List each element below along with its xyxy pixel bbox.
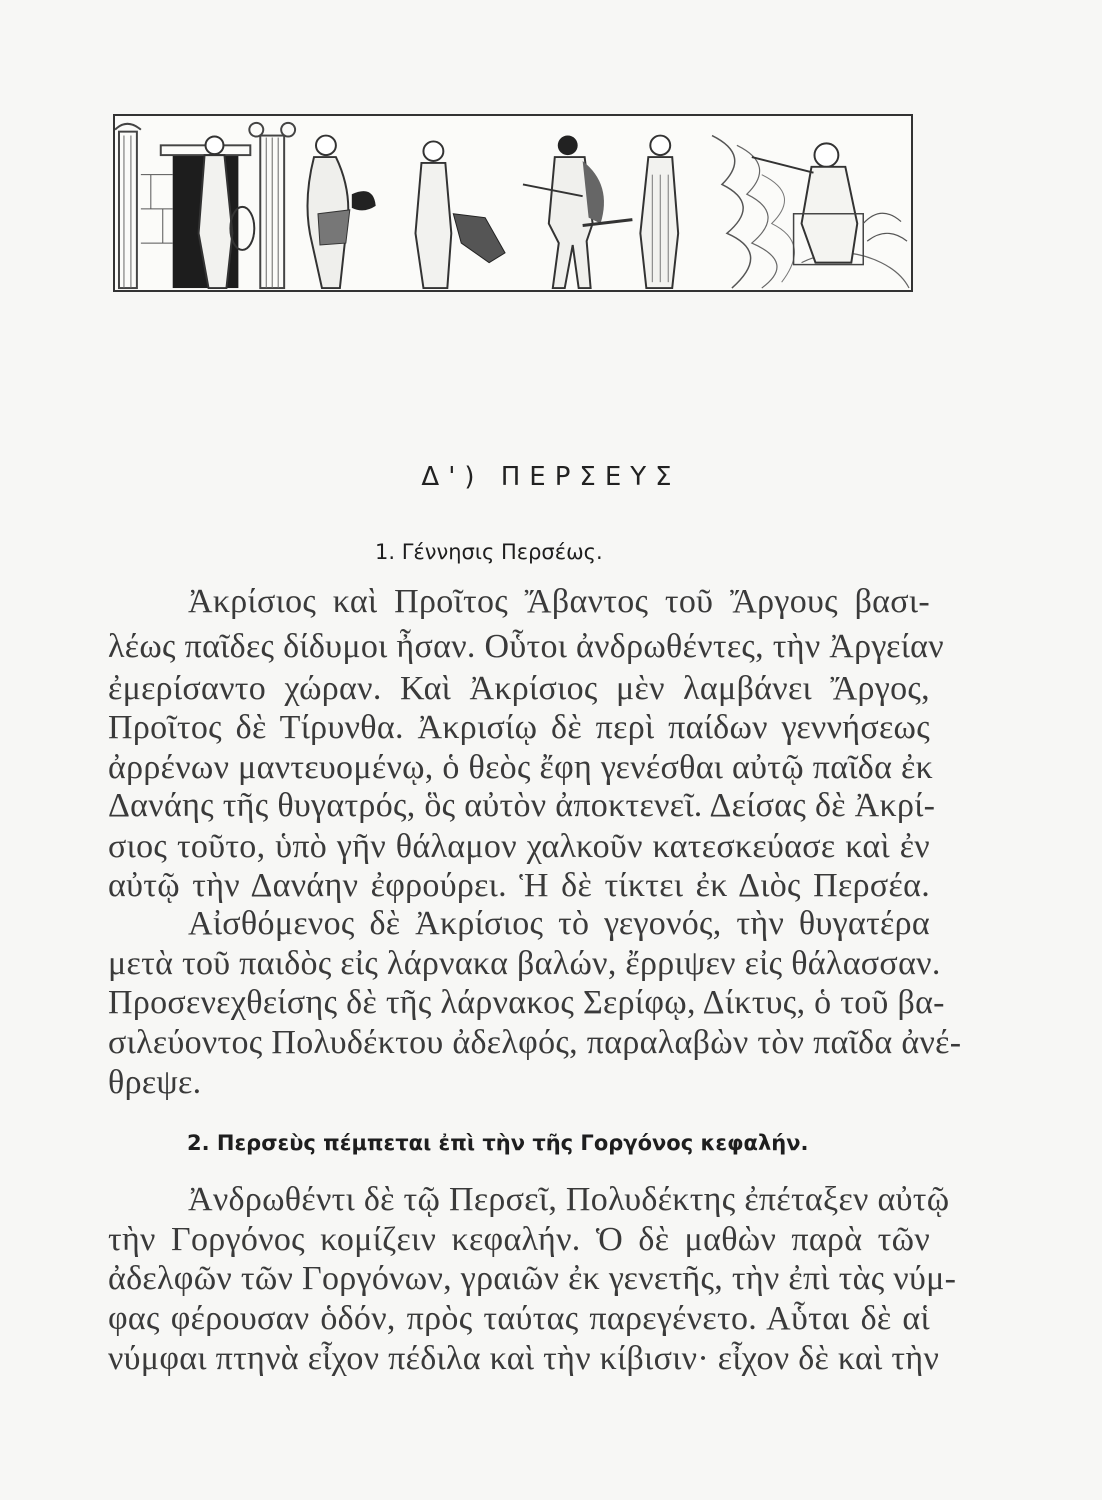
text-line: τὴν Γοργόνος κομίζειν κεφαλήν. Ὁ δὲ μαθὼν παρὰ τῶν [108, 1221, 930, 1258]
section-heading-2: 2. Περσεὺς πέμπεται ἐπὶ τὴν τῆς Γοργόνος κεφαλήν. [187, 1131, 809, 1155]
text-line: θρεψε. [108, 1064, 202, 1101]
text-line: σιος τοῦτο, ὑπὸ γῆν θάλαμον χαλκοῦν κατεσκεύασε καὶ ἐν [108, 828, 930, 865]
frieze-drawing [115, 116, 911, 290]
text-line: ἀδελφῶν τῶν Γοργόνων, γραιῶν ἐκ γενετῆς, τὴν ἐπὶ τὰς νύμ- [108, 1260, 957, 1297]
text-line: σιλεύοντος Πολυδέκτου ἀδελφός, παραλαβὼν τὸν παῖδα ἀνέ- [108, 1024, 962, 1061]
text-line: Αἰσθόμενος δὲ Ἀκρίσιος τὸ γεγονός, τὴν θυγατέρα [188, 905, 930, 942]
text-line: μετὰ τοῦ παιδὸς εἰς λάρνακα βαλών, ἔρριψεν εἰς θάλασσαν. [108, 945, 941, 982]
text-line: λέως παῖδες δίδυμοι ἦσαν. Οὗτοι ἀνδρωθέντες, τὴν Ἀργείαν [108, 628, 944, 665]
text-line: Προσενεχθείσης δὲ τῆς λάρνακος Σερίφῳ, Δίκτυς, ὁ τοῦ βα- [108, 984, 945, 1021]
text-line: Ἀνδρωθέντι δὲ τῷ Περσεῖ, Πολυδέκτης ἐπέταξεν αὐτῷ [188, 1181, 950, 1218]
text-line: Προῖτος δὲ Τίρυνθα. Ἀκρισίῳ δὲ περὶ παίδων γεννήσεως [108, 709, 930, 746]
section-heading-1: 1. Γέννησις Περσέως. [375, 540, 603, 564]
text-line: αὐτῷ τὴν Δανάην ἐφρούρει. Ἡ δὲ τίκτει ἐκ Διὸς Περσέα. [108, 867, 930, 904]
frieze-illustration [113, 114, 913, 292]
text-line: Ἀκρίσιος καὶ Προῖτος Ἄβαντος τοῦ Ἄργους βασι- [188, 583, 930, 620]
chapter-title: Δ') ΠΕΡΣΕΥΣ [421, 462, 681, 492]
text-line: ἐμερίσαντο χώραν. Καὶ Ἀκρίσιος μὲν λαμβάνει Ἄργος, [108, 670, 930, 707]
text-line: Δανάης τῆς θυγατρός, ὃς αὐτὸν ἀποκτενεῖ. Δείσας δὲ Ἀκρί- [108, 787, 936, 824]
text-line: νύμφαι πτηνὰ εἶχον πέδιλα καὶ τὴν κίβισιν· εἶχον δὲ καὶ τὴν [108, 1340, 940, 1377]
text-line: ἀρρένων μαντευομένῳ, ὁ θεὸς ἔφη γενέσθαι αὐτῷ παῖδα ἐκ [108, 749, 934, 786]
text-line: φας φέρουσαν ὁδόν, πρὸς ταύτας παρεγένετο. Αὗται δὲ αἱ [108, 1300, 930, 1337]
